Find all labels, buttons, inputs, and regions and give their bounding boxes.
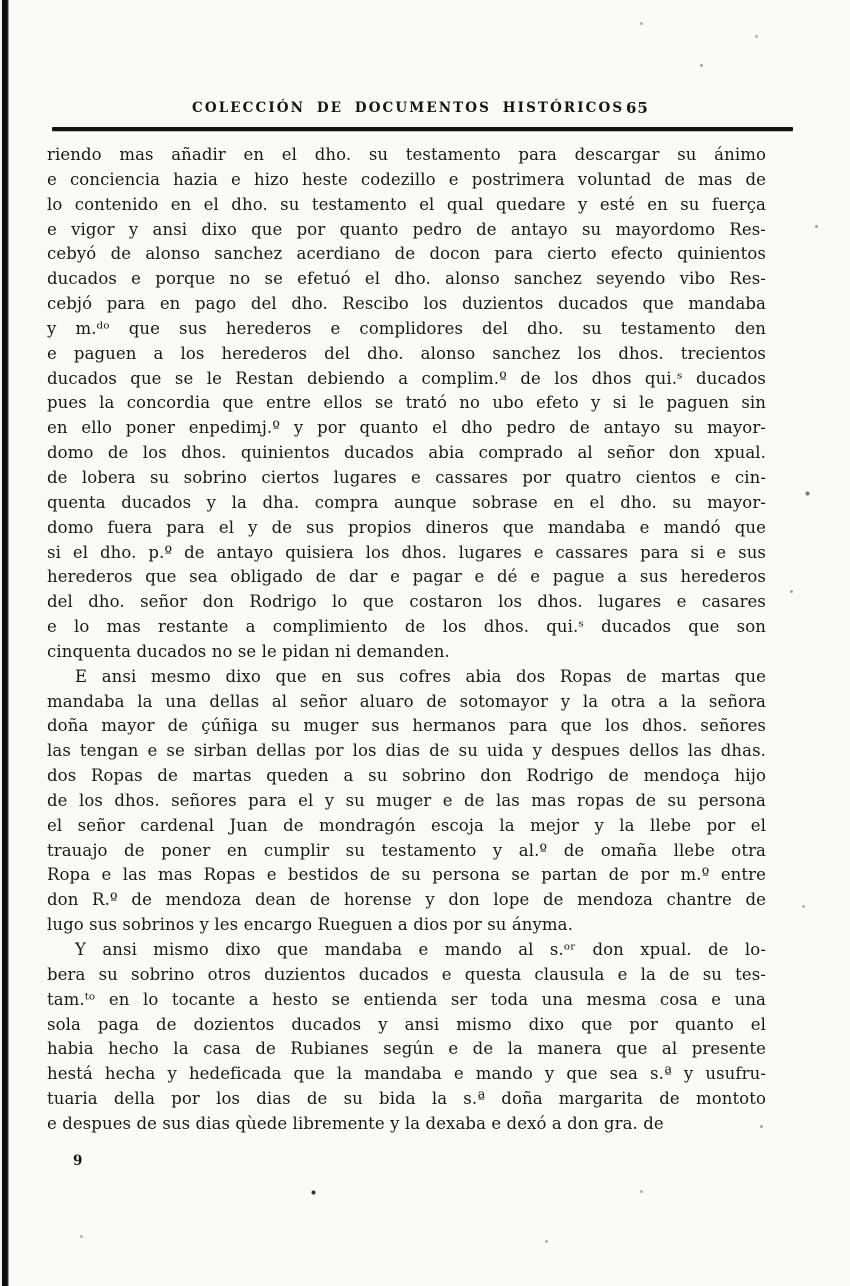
text-line: las tengan e se sirban dellas por los dias de su uida y despues dellos las dhas. — [47, 741, 766, 761]
text-line: cebjó para en pago del dho. Rescibo los duzientos ducados que mandaba — [47, 294, 766, 314]
text-line: e despues de sus dias qùede libremente y la dexaba e dexó a don gra. de — [47, 1113, 664, 1133]
text-line: lo contenido en el dho. su testamento el qual quedare y esté en su fuerça — [47, 194, 766, 214]
text-line: lugo sus sobrinos y les encargo Rueguen a dios por su ányma. — [47, 915, 573, 935]
text-line: doña mayor de çúñiga su muger sus hermanos para que los dhos. señores — [47, 716, 766, 736]
text-line: e conciencia hazia e hizo heste codezillo e postrimera voluntad de mas de — [47, 169, 766, 189]
text-line: e lo mas restante a complimiento de los dhos. qui.ˢ ducados que son — [47, 617, 766, 637]
text-line: ducados e porque no se efetuó el dho. alonso sanchez seyendo vibo Res- — [47, 269, 766, 289]
document-text — [47, 143, 766, 1137]
text-line: pues la concordia que entre ellos se trató no ubo efeto y si le paguen sin — [47, 393, 766, 413]
text-line: tam.ᵗᵒ en lo tocante a hesto se entienda ser toda una mesma cosa e una — [47, 989, 766, 1009]
text-line: sola paga de dozientos ducados y ansi mismo dixo que por quanto el — [47, 1014, 766, 1034]
text-line: en ello poner enpedimj.º y por quanto el dho pedro de antayo su mayor- — [47, 418, 766, 438]
page-number: 65 — [626, 99, 649, 117]
text-line: de los dhos. señores para el y su muger e de las mas ropas de su persona — [47, 790, 766, 810]
text-line: mandaba la una dellas al señor aluaro de sotomayor y la otra a la señora — [47, 691, 766, 711]
text-line: domo fuera para el y de sus propios dineros que mandaba e mandó que — [47, 517, 766, 537]
text-line: quenta ducados y la dha. compra aunque sobrase en el dho. su mayor- — [47, 492, 766, 512]
text-line: E ansi mesmo dixo que en sus cofres abia dos Ropas de martas que — [75, 666, 766, 686]
scan-speckles — [0, 0, 3, 3]
text-line: dos Ropas de martas queden a su sobrino don Rodrigo de mendoça hijo — [47, 766, 766, 786]
text-line: herederos que sea obligado de dar e pagar e dé e pague a sus herederos — [47, 567, 766, 587]
text-line: riendo mas añadir en el dho. su testamento para descargar su ánimo — [47, 145, 766, 164]
text-line: ducados que se le Restan debiendo a complim.º de los dhos qui.ˢ ducados — [47, 368, 766, 388]
text-line: el señor cardenal Juan de mondragón escoja la mejor y la llebe por el — [47, 815, 766, 835]
running-title: COLECCIÓN DE DOCUMENTOS HISTÓRICOS — [192, 100, 625, 116]
text-line: e vigor y ansi dixo que por quanto pedro de antayo su mayordomo Res- — [47, 219, 766, 239]
text-line: si el dho. p.º de antayo quisiera los dhos. lugares e cassares para si e sus — [47, 542, 766, 562]
text-line: habia hecho la casa de Rubianes según e de la manera que al presente — [47, 1039, 766, 1059]
text-line: del dho. señor don Rodrigo lo que costaron los dhos. lugares e casares — [47, 592, 766, 612]
text-line: cebyó de alonso sanchez acerdiano de docon para cierto efecto quinientos — [47, 244, 766, 264]
binding-shadow — [0, 0, 9, 1286]
text-line: bera su sobrino otros duzientos ducados e questa clausula e la de su tes- — [47, 964, 766, 984]
text-line: Ropa e las mas Ropas e bestidos de su persona se partan de por m.º entre — [47, 865, 766, 885]
text-line: cinquenta ducados no se le pidan ni demanden. — [47, 641, 450, 661]
text-line: hestá hecha y hedeficada que la mandaba e mando y que sea s.ª y usufru- — [47, 1064, 766, 1084]
header-rule — [52, 127, 793, 131]
text-line: de lobera su sobrino ciertos lugares e cassares por quatro cientos e cin- — [47, 467, 766, 487]
signature-mark: 9 — [73, 1153, 83, 1169]
text-line: y m.ᵈᵒ que sus herederos e complidores del dho. su testamento den — [47, 318, 766, 338]
text-line: domo de los dhos. quinientos ducados abia comprado al señor don xpual. — [47, 443, 766, 463]
text-line: tuaria della por los dias de su bida la s.ª doña margarita de montoto — [47, 1089, 766, 1109]
text-line: trauajo de poner en cumplir su testamento y al.º de omaña llebe otra — [47, 840, 766, 860]
text-line: e paguen a los herederos del dho. alonso sanchez los dhos. trecientos — [47, 343, 766, 363]
text-line: Y ansi mismo dixo que mandaba e mando al s.ᵒʳ don xpual. de lo- — [75, 940, 766, 959]
text-line: don R.º de mendoza dean de horense y don lope de mendoza chantre de — [47, 890, 766, 910]
